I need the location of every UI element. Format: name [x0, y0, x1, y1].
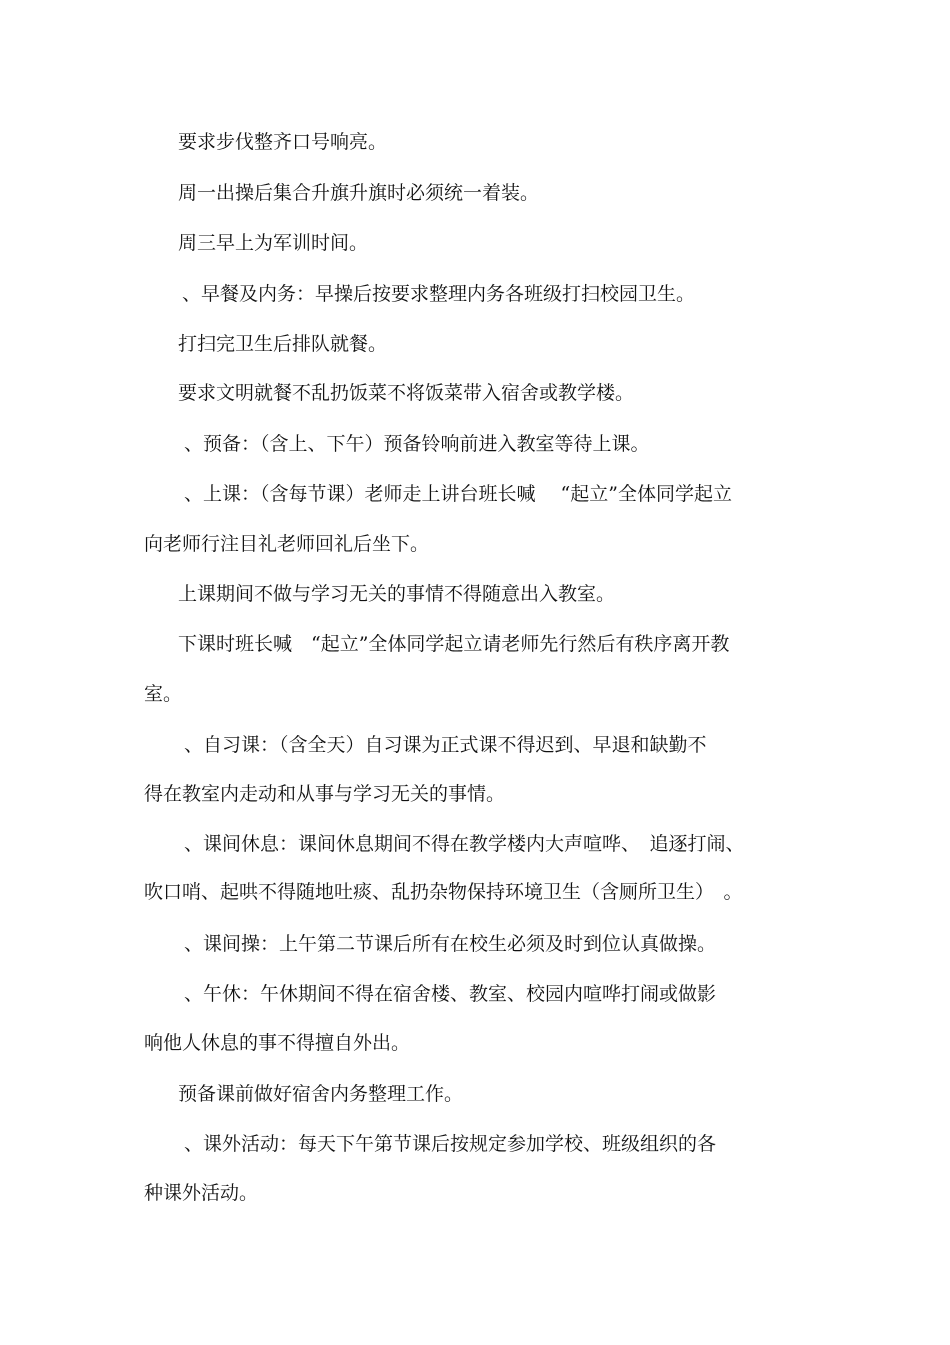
- paragraph-line: 、上课：（含每节课）老师走上讲台班长喊 “起立”全体同学起立: [184, 483, 732, 505]
- paragraph-line: 周一出操后集合升旗升旗时必须统一着装。: [178, 182, 540, 204]
- paragraph-line: 响他人休息的事不得擅自外出。: [144, 1032, 411, 1054]
- paragraph-line: 室。: [144, 683, 183, 705]
- paragraph-line: 、课间操：上午第二节课后所有在校生必须及时到位认真做操。: [184, 933, 717, 955]
- paragraph-line: 、预备：（含上、下午）预备铃响前进入教室等待上课。: [184, 433, 650, 455]
- paragraph-line: 要求步伐整齐口号响亮。: [178, 131, 388, 153]
- paragraph-line: 预备课前做好宿舍内务整理工作。: [178, 1083, 464, 1105]
- paragraph-line: 、早餐及内务：早操后按要求整理内务各班级打扫校园卫生。: [182, 283, 696, 305]
- paragraph-line: 向老师行注目礼老师回礼后坐下。: [144, 533, 430, 555]
- paragraph-line: 下课时班长喊 “起立”全体同学起立请老师先行然后有秩序离开教: [178, 633, 730, 655]
- paragraph-line: 吹口哨、起哄不得随地吐痰、乱扔杂物保持环境卫生（含厕所卫生） 。: [144, 881, 743, 903]
- paragraph-line: 、自习课：（含全天）自习课为正式课不得迟到、早退和缺勤不: [184, 734, 707, 756]
- paragraph-line: 、课外活动：每天下午第节课后按规定参加学校、班级组织的各: [184, 1133, 717, 1155]
- paragraph-line: 打扫完卫生后排队就餐。: [178, 333, 388, 355]
- paragraph-line: 上课期间不做与学习无关的事情不得随意出入教室。: [178, 583, 616, 605]
- paragraph-line: 、课间休息：课间休息期间不得在教学楼内大声喧哗、 追逐打闹、: [184, 833, 745, 855]
- paragraph-line: 、午休：午休期间不得在宿舍楼、教室、校园内喧哗打闹或做影: [184, 983, 717, 1005]
- paragraph-line: 周三早上为军训时间。: [178, 232, 369, 254]
- paragraph-line: 要求文明就餐不乱扔饭菜不将饭菜带入宿舍或教学楼。: [178, 382, 635, 404]
- paragraph-line: 种课外活动。: [144, 1182, 259, 1204]
- paragraph-line: 得在教室内走动和从事与学习无关的事情。: [144, 783, 506, 805]
